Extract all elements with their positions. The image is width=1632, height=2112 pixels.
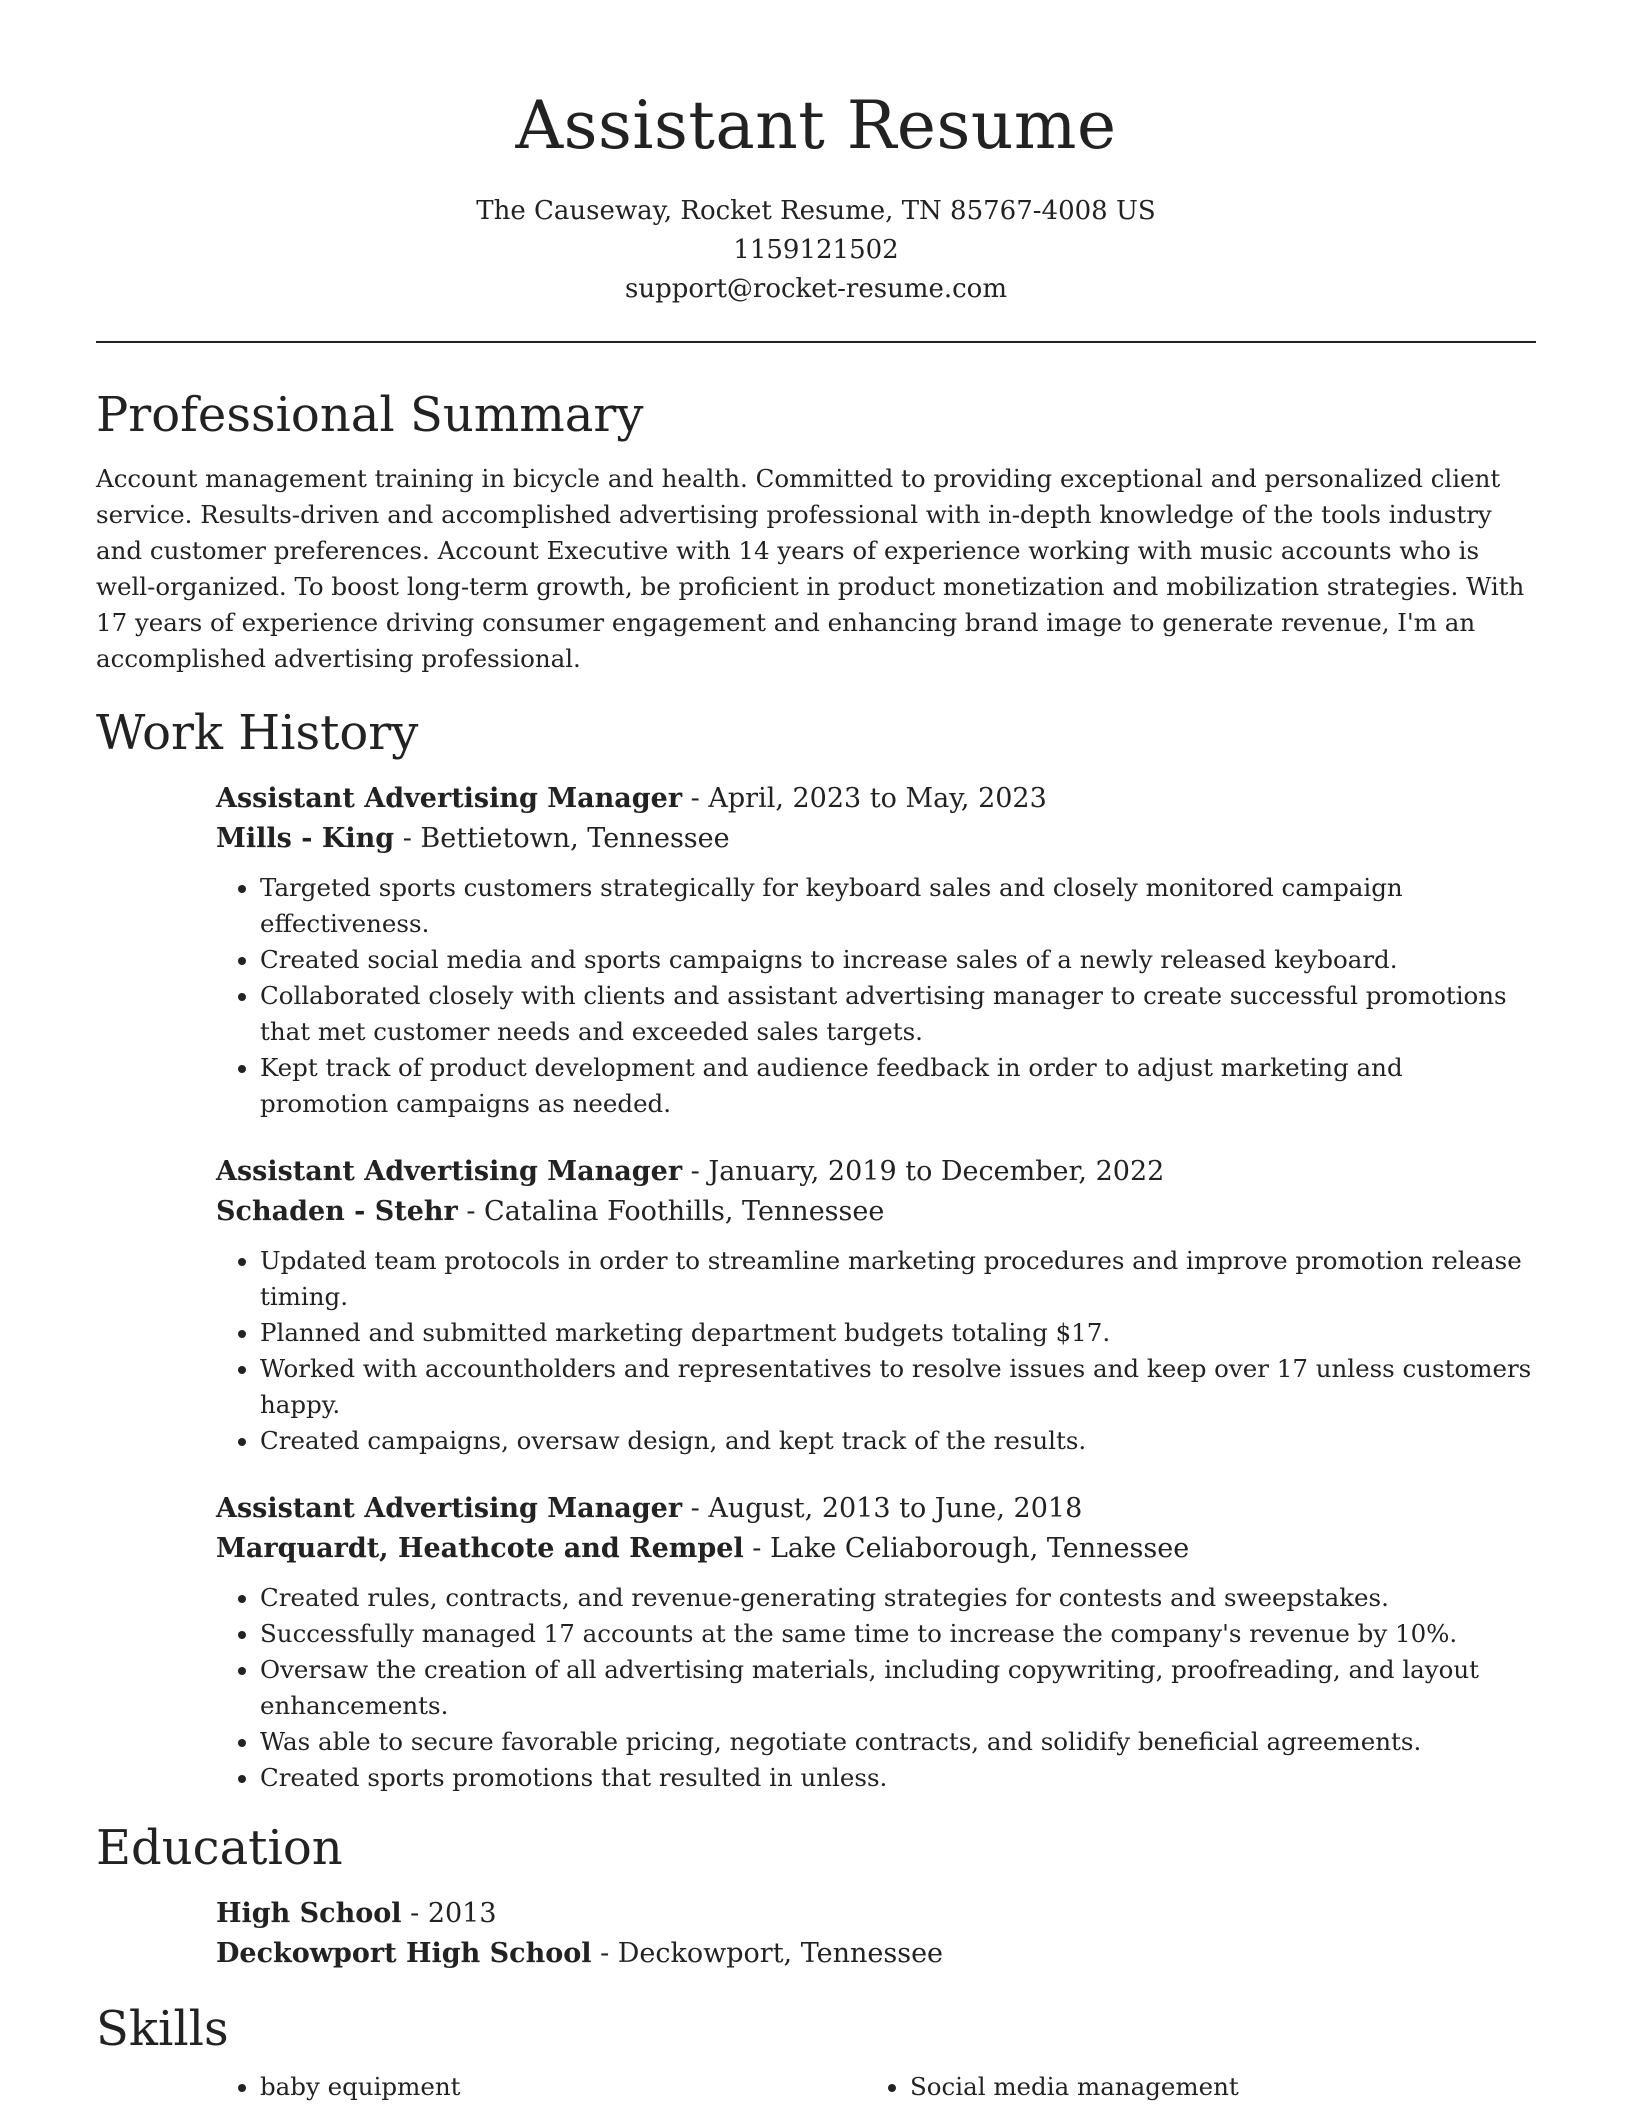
skills-heading: Skills <box>96 2001 229 2057</box>
degree: High School <box>216 1898 402 1929</box>
company-line <box>216 819 1536 858</box>
work-history-section <box>96 701 1536 1796</box>
company-location: - Lake Celiaborough, Tennessee <box>743 1533 1190 1564</box>
skills-column-left <box>216 2061 866 2105</box>
skills-list <box>216 2061 1536 2105</box>
summary-heading: Professional Summary <box>96 387 644 443</box>
list-item: • Oversaw the creation of all advertising materials, including copywriting, proofreading, and layout enhancements. <box>260 1652 1536 1724</box>
list-item: • Updated team protocols in order to streamline marketing procedures and improve promotion release timing. <box>260 1243 1536 1315</box>
job-entry <box>216 1152 1536 1459</box>
job-title-line <box>216 779 1536 819</box>
education-section <box>96 1816 1536 1973</box>
company-location: - Bettietown, Tennessee <box>394 823 730 854</box>
list-item: • Collaborated closely with clients and assistant advertising manager to create successful promotions that met customer needs and exceeded sales targets. <box>260 978 1536 1050</box>
list-item: • Planned and submitted marketing department budgets totaling $17. <box>260 1315 1536 1351</box>
list-item: • Created rules, contracts, and revenue-generating strategies for contests and sweepstakes. <box>260 1580 1536 1616</box>
education-entry <box>216 1894 1536 1973</box>
job-bullets <box>216 870 1536 1122</box>
company-line <box>216 1192 1536 1231</box>
job-title: Assistant Advertising Manager <box>216 1156 683 1187</box>
job-entry <box>216 1489 1536 1796</box>
summary-text: Account management training in bicycle and health. Committed to providing exceptional and personalized client service. Results-driven and accomplished advertising professional with in-depth knowledge of the tools industry and customer preferences. Account Executive with 14 years of experience working with music accounts who is well-organized. To boost long-term growth, be proficient in product monetization and mobilization strategies. With 17 years of experience driving consumer engagement and enhancing brand image to generate revenue, I'm an accomplished advertising professional. <box>96 464 1525 673</box>
job-dates: - August, 2013 to June, 2018 <box>682 1493 1083 1524</box>
company-line <box>216 1529 1536 1568</box>
list-item: • Kept track of product development and audience feedback in order to adjust marketing and promotion campaigns as needed. <box>260 1050 1536 1122</box>
school-location: - Deckowport, Tennessee <box>591 1938 944 1969</box>
work-history-heading: Work History <box>96 705 419 761</box>
list-item: • Was able to secure favorable pricing, negotiate contracts, and solidify beneficial agreements. <box>260 1724 1536 1760</box>
job-dates: - January, 2019 to December, 2022 <box>682 1156 1165 1187</box>
company-location: - Catalina Foothills, Tennessee <box>457 1196 885 1227</box>
job-title-line <box>216 1489 1536 1529</box>
education-heading: Education <box>96 1820 343 1876</box>
skills-left <box>216 2069 866 2105</box>
skills-section <box>96 1997 1536 2105</box>
list-item: • Worked with accountholders and representatives to resolve issues and keep over 17 unless customers happy. <box>260 1351 1536 1423</box>
header-divider <box>96 341 1536 343</box>
skills-column-right <box>866 2061 1516 2105</box>
job-bullets <box>216 1243 1536 1459</box>
school-name: Deckowport High School <box>216 1938 592 1969</box>
list-item: • Created campaigns, oversaw design, and kept track of the results. <box>260 1423 1536 1459</box>
company-name: Mills - King <box>216 823 395 854</box>
skill-item: • baby equipment <box>260 2069 866 2105</box>
resume-name: Assistant Resume <box>515 87 1117 164</box>
skill-item: • Social media management <box>910 2069 1516 2105</box>
job-bullets <box>216 1580 1536 1796</box>
phone: 1159121502 <box>733 235 899 265</box>
address: The Causeway, Rocket Resume, TN 85767-4008 US <box>476 196 1156 226</box>
list-item: • Targeted sports customers strategically for keyboard sales and closely monitored campaign effectiveness. <box>260 870 1536 942</box>
summary-section <box>96 383 1536 677</box>
list-item: • Successfully managed 17 accounts at the same time to increase the company's revenue by 10%. <box>260 1616 1536 1652</box>
skills-right <box>866 2069 1516 2105</box>
graduation-year: - 2013 <box>401 1898 497 1929</box>
company-name: Marquardt, Heathcote and Rempel <box>216 1533 744 1564</box>
list-item: • Created sports promotions that resulted in unless. <box>260 1760 1536 1796</box>
job-dates: - April, 2023 to May, 2023 <box>682 783 1047 814</box>
degree-line <box>216 1894 1536 1934</box>
email: support@rocket-resume.com <box>624 274 1007 304</box>
resume-header <box>96 0 1536 309</box>
school-line <box>216 1934 1536 1973</box>
company-name: Schaden - Stehr <box>216 1196 458 1227</box>
job-entry <box>216 779 1536 1122</box>
job-title: Assistant Advertising Manager <box>216 1493 683 1524</box>
contact-block <box>96 192 1536 309</box>
list-item: • Created social media and sports campaigns to increase sales of a newly released keyboard. <box>260 942 1536 978</box>
job-title-line <box>216 1152 1536 1192</box>
job-title: Assistant Advertising Manager <box>216 783 683 814</box>
